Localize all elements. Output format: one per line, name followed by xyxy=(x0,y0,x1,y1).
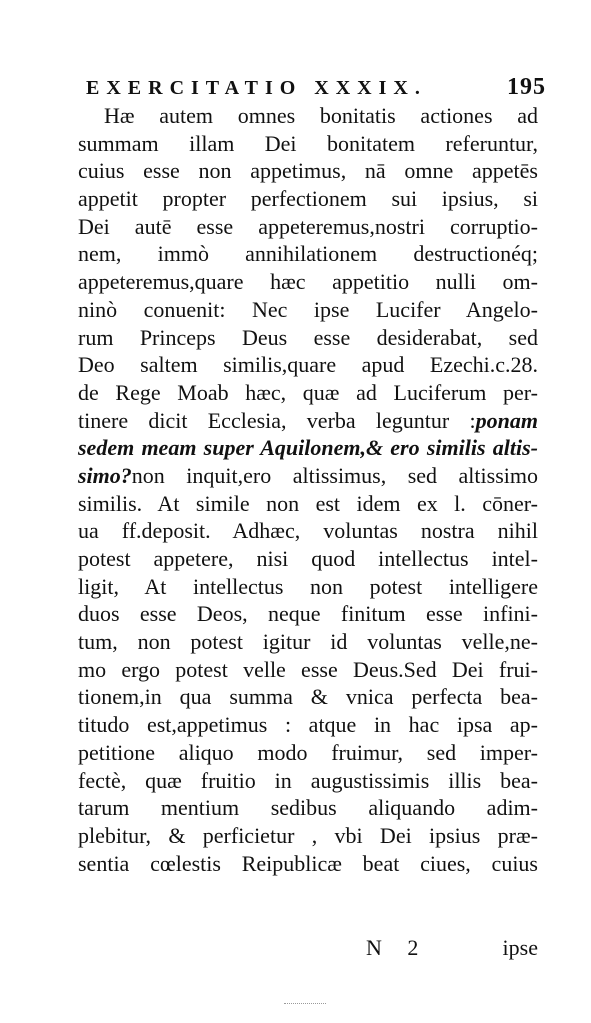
page-footer xyxy=(366,935,538,965)
text-line xyxy=(78,462,538,490)
text-line: rum Princeps Deus esse desiderabat, sed xyxy=(78,324,538,350)
bottom-rule xyxy=(284,1003,326,1004)
text-line: duos esse Deos, neque finitum esse infini- xyxy=(78,601,538,627)
text-line: Deo saltem similis,quare apud Ezechi.c.28. xyxy=(78,352,538,378)
text-line: appetit propter perfectionem sui ipsius, si xyxy=(78,186,538,212)
text-line: mo ergo potest velle esse Deus.Sed Dei frui- xyxy=(78,656,538,682)
text-line: Dei autē esse appeteremus,nostri corruptio- xyxy=(78,213,538,239)
text-line: sentia cœlestis Reipublicæ beat ciues, cuius xyxy=(78,850,538,876)
text-line: ninò conuenit: Nec ipse Lucifer Angelo- xyxy=(78,296,538,322)
text-line: tum, non potest igitur id voluntas velle,ne- xyxy=(78,629,538,655)
text-segment: non inquit,ero altissimus, sed altissimo xyxy=(131,462,538,488)
text-line: potest appetere, nisi quod intellectus intel- xyxy=(78,546,538,571)
text-line: appeteremus,quare hæc appetitio nulli om- xyxy=(78,269,538,295)
text-line: titudo est,appetimus : atque in hac ipsa ap- xyxy=(78,712,538,738)
text-line: de Rege Moab hæc, quæ ad Luciferum per- xyxy=(78,379,538,405)
italic-quotation-line: sedem meam super Aquilonem,& ero similis altis- xyxy=(78,435,538,461)
text-line: tionem,in qua summa & vnica perfecta bea- xyxy=(78,684,538,710)
text-line: petitione aliquo modo fruimur, sed imper- xyxy=(78,739,538,765)
text-line: summam illam Dei bonitatem referuntur, xyxy=(78,130,538,156)
text-line: ua ff.deposit. Adhæc, voluntas nostra nihil xyxy=(78,518,538,544)
text-line: Hæ autem omnes bonitatis actiones ad xyxy=(104,103,538,128)
text-line: tarum mentium sedibus aliquando adim- xyxy=(78,795,538,821)
running-title: EXERCITATIO XXXIX. xyxy=(86,77,427,99)
text-segment: tinere dicit Ecclesia, verba leguntur : xyxy=(78,407,476,433)
text-line: plebitur, & perficietur , vbi Dei ipsius præ- xyxy=(78,822,538,848)
italic-quotation: ponam xyxy=(475,407,538,433)
text-line: cuius esse non appetimus, nā omne appetēs xyxy=(78,158,538,184)
text-line: nem, immò annihilationem destructionéq; xyxy=(78,241,538,267)
text-line: fectè, quæ fruitio in augustissimis illis bea- xyxy=(78,767,538,793)
page-number: 195 xyxy=(507,74,546,100)
text-line: ligit, At intellectus non potest intelligere xyxy=(78,573,538,599)
running-head xyxy=(86,74,546,100)
signature-mark: N 2 xyxy=(366,935,429,960)
catchword: ipse xyxy=(502,935,538,960)
italic-quotation: simo? xyxy=(78,462,132,488)
text-line xyxy=(78,407,538,435)
text-line: similis. At simile non est idem ex l. cōner- xyxy=(78,490,538,516)
body-text xyxy=(78,102,538,877)
